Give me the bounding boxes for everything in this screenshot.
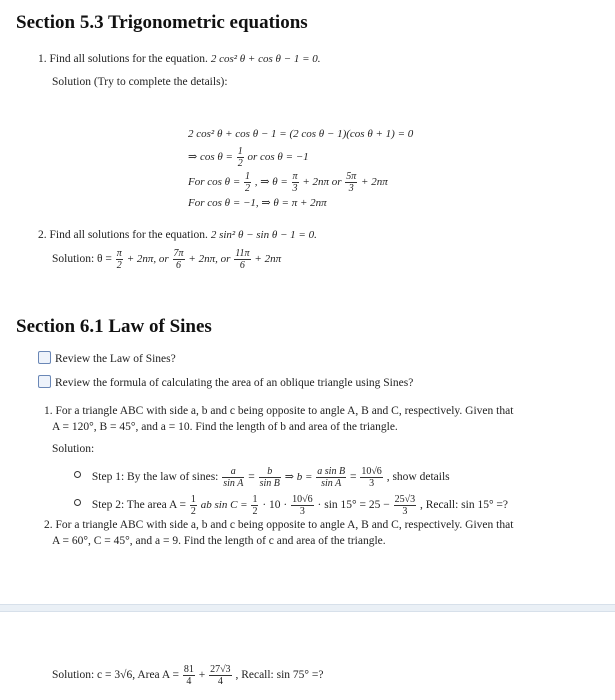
work-text: For cos θ = <box>188 176 241 189</box>
checklist-item-1[interactable] <box>38 351 176 366</box>
step-text: Step 1: By the law of sines: <box>91 471 219 484</box>
denominator: sin A <box>223 478 244 489</box>
problem-6-1-2-line2: A = 60°, C = 45°, and a = 9. Find the length of c and area of the triangle. <box>52 535 386 547</box>
denominator: 2 <box>237 158 243 169</box>
solution-label: Solution: <box>52 443 95 455</box>
fraction <box>259 466 281 489</box>
bullet <box>74 499 81 506</box>
checklist-label: Review the formula of calculating the area of an oblique triangle using Sines? <box>55 377 414 389</box>
section-divider <box>0 604 615 612</box>
step-text: ab sin C = <box>200 499 248 512</box>
problem-6-1-2-line1: 2. For a triangle ABC with side a, b and c being opposite to angle A, B and C, respectively. Given that <box>44 519 514 531</box>
numerator: 10√6 <box>292 494 313 505</box>
work-text: + 2nπ or <box>302 176 342 189</box>
fraction <box>222 466 244 489</box>
solution-text: Solution: θ = <box>52 253 112 266</box>
fraction <box>394 494 417 517</box>
problem-5-3-2 <box>38 228 317 242</box>
checklist-item-2[interactable] <box>38 375 413 390</box>
section-5-3-title: Section 5.3 Trigonometric equations <box>16 12 308 33</box>
solution-hint: Solution (Try to complete the details): <box>52 76 228 88</box>
solution-text: + 2nπ <box>254 253 282 266</box>
step-2 <box>74 494 508 517</box>
solution-5-3-2 <box>52 248 281 271</box>
fraction <box>292 171 299 194</box>
numerator: b <box>259 466 281 478</box>
numerator: 7π <box>173 248 184 259</box>
work-line-4: For cos θ = −1, ⇒ θ = π + 2nπ <box>188 197 327 209</box>
numerator: 10√6 <box>361 466 382 477</box>
fraction <box>173 248 185 271</box>
numerator: π <box>116 248 122 259</box>
fraction <box>244 171 251 194</box>
denominator: 3 <box>369 478 375 489</box>
fraction <box>183 664 195 687</box>
step-text: = <box>248 471 255 484</box>
denominator: 2 <box>252 506 258 517</box>
fraction <box>209 664 232 687</box>
solution-text: Solution: c = 3√6, Area A = <box>52 669 179 682</box>
denominator: sin A <box>321 478 342 489</box>
section-6-1-title: Section 6.1 Law of Sines <box>16 316 212 337</box>
work-text: + 2nπ <box>361 176 388 189</box>
numerator: 5π <box>346 171 357 182</box>
fraction <box>345 171 357 194</box>
bullet <box>74 471 81 478</box>
step-text: , Recall: sin 15° =? <box>419 499 509 512</box>
numerator: 11π <box>235 248 250 259</box>
fraction <box>116 248 123 271</box>
fraction <box>237 146 244 169</box>
denominator: 4 <box>186 676 192 687</box>
fraction <box>190 494 197 517</box>
work-line-3 <box>188 171 388 194</box>
denominator: 6 <box>176 260 182 271</box>
numerator: 1 <box>245 171 250 182</box>
step-text: = <box>349 471 357 484</box>
fraction <box>360 466 383 489</box>
work-text: or cos θ = −1 <box>247 151 309 164</box>
work-text: , ⇒ θ = <box>254 176 288 189</box>
step-text: · sin 15° = 25 − <box>317 499 390 512</box>
work-line-1: 2 cos² θ + cos θ − 1 = (2 cos θ − 1)(cos θ + 1) = 0 <box>188 128 414 140</box>
numerator: a sin B <box>317 466 346 477</box>
step-text: ⇒ b = <box>284 471 313 484</box>
step-1 <box>74 466 450 489</box>
fraction <box>234 248 250 271</box>
numerator: 27√3 <box>210 664 231 675</box>
solution-text: + <box>198 669 206 682</box>
problem-6-1-1-line2: A = 120°, B = 45°, and a = 10. Find the length of b and area of the triangle. <box>52 421 398 433</box>
equation: 2 cos² θ + cos θ − 1 = 0. <box>210 53 321 65</box>
numerator: π <box>292 171 298 182</box>
solution-text: + 2nπ, or <box>126 253 169 266</box>
denominator: 2 <box>190 506 196 517</box>
denominator: 2 <box>245 183 250 194</box>
denominator: sin B <box>259 478 280 489</box>
equation: 2 sin² θ − sin θ − 1 = 0. <box>210 229 317 241</box>
final-solution <box>52 664 324 687</box>
step-text: · 10 · <box>262 499 288 512</box>
fraction <box>316 466 346 489</box>
denominator: 6 <box>239 260 245 271</box>
denominator: 3 <box>292 183 298 194</box>
denominator: 3 <box>402 506 408 517</box>
numerator: 25√3 <box>394 494 416 505</box>
numerator: 81 <box>183 664 194 675</box>
checkbox[interactable] <box>38 351 51 364</box>
solution-text: , Recall: sin 75° =? <box>235 669 324 682</box>
work-text: ⇒ cos θ = <box>188 151 233 164</box>
checkbox[interactable] <box>38 375 51 388</box>
solution-text: + 2nπ, or <box>188 253 231 266</box>
fraction <box>251 494 258 517</box>
step-text: , show details <box>386 471 450 484</box>
problem-5-3-1 <box>38 52 321 66</box>
numerator: a <box>222 466 244 478</box>
denominator: 3 <box>348 183 354 194</box>
step-text: Step 2: The area A = <box>91 499 186 512</box>
checklist-label: Review the Law of Sines? <box>55 353 176 365</box>
numerator: 1 <box>237 146 243 157</box>
problem-6-1-1-line1: 1. For a triangle ABC with side a, b and c being opposite to angle A, B and C, respectively. Given that <box>44 405 514 417</box>
denominator: 3 <box>299 506 305 517</box>
numerator: 1 <box>252 494 258 505</box>
denominator: 4 <box>217 676 223 687</box>
problem-label: 2. Find all solutions for the equation. <box>38 229 208 241</box>
denominator: 2 <box>116 260 122 271</box>
fraction <box>291 494 314 517</box>
work-line-2 <box>188 146 309 169</box>
problem-label: 1. Find all solutions for the equation. <box>38 53 208 65</box>
numerator: 1 <box>190 494 196 505</box>
